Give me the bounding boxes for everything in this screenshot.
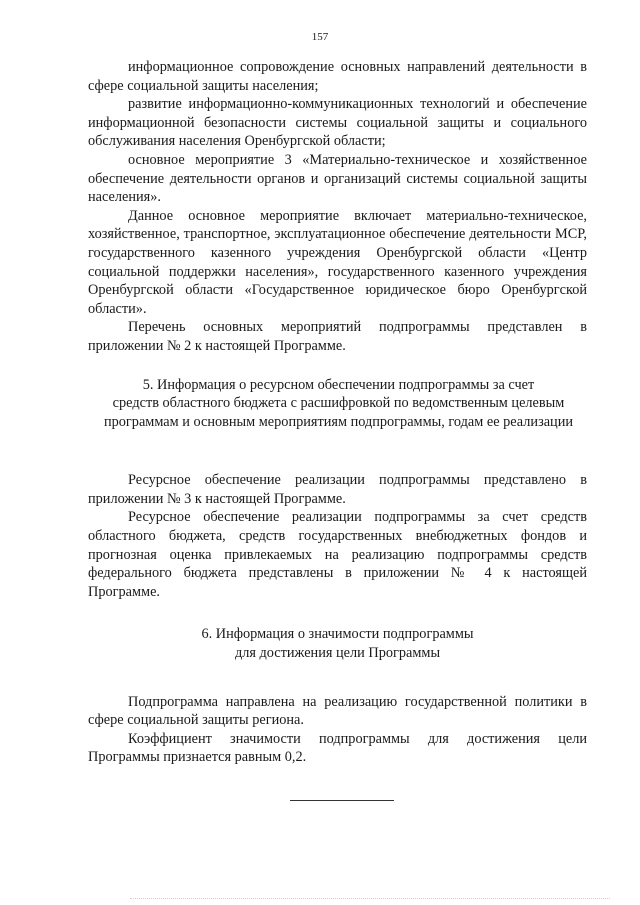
page-number: 157	[311, 31, 329, 43]
paragraph: информационное сопровождение основных направлений деятельности в сфере социальной защиты населения;	[88, 59, 587, 94]
document-body	[88, 58, 587, 801]
paragraph: Данное основное мероприятие включает материально-техническое, хозяйственное, транспортное, эксплуатационное обеспечение деятельности МСР, государственного казенного учреждения Оренбургской области «Центр социальной поддержки населения», государственного казенного учреждения Оренбургской области «Государственное юридическое бюро Оренбургской области».	[88, 207, 587, 317]
section-6-heading	[88, 625, 587, 662]
paragraph: Подпрограмма направлена на реализацию государственной политики в сфере социальной защиты региона.	[88, 693, 587, 729]
scan-noise	[130, 898, 610, 901]
paragraph: основное мероприятие 3 «Материально-техническое и хозяйственное обеспечение деятельности органов и организаций системы социальной защиты населения».	[88, 151, 587, 206]
end-divider	[290, 800, 394, 801]
section-6-heading-line: для достижения цели Программы	[234, 645, 441, 662]
paragraph: развитие информационно-коммуникационных технологий и обеспечение информационной безопасности системы социальной защиты и социального обслуживания населения Оренбургской области;	[88, 96, 587, 150]
section-5-heading-line: средств областного бюджета с расшифровкой по ведомственным целевым	[112, 395, 565, 412]
section-5-heading	[78, 376, 599, 432]
paragraph: Ресурсное обеспечение реализации подпрограммы за счет средств областного бюджета, средств государственных внебюджетных фондов и прогнозная оценка привлекаемых на реализацию подпрограммы средств федерального бюджета представлены в приложении № 4 к настоящей Программе.	[88, 509, 587, 600]
paragraph: Перечень основных мероприятий подпрограммы представлен в приложении № 2 к настоящей Программе.	[88, 319, 587, 354]
section-5-heading-line: 5. Информация о ресурсном обеспечении подпрограммы за счет	[142, 376, 535, 393]
paragraph: Ресурсное обеспечение реализации подпрограммы представлено в приложении № 3 к настоящей Программе.	[88, 472, 587, 507]
section-5-heading-line: программам и основным мероприятиям подпрограммы, годам ее реализации	[103, 413, 574, 430]
paragraph: Коэффициент значимости подпрограммы для достижения цели Программы признается равным 0,2.	[88, 730, 587, 766]
section-6-heading-line: 6. Информация о значимости подпрограммы	[201, 626, 474, 643]
